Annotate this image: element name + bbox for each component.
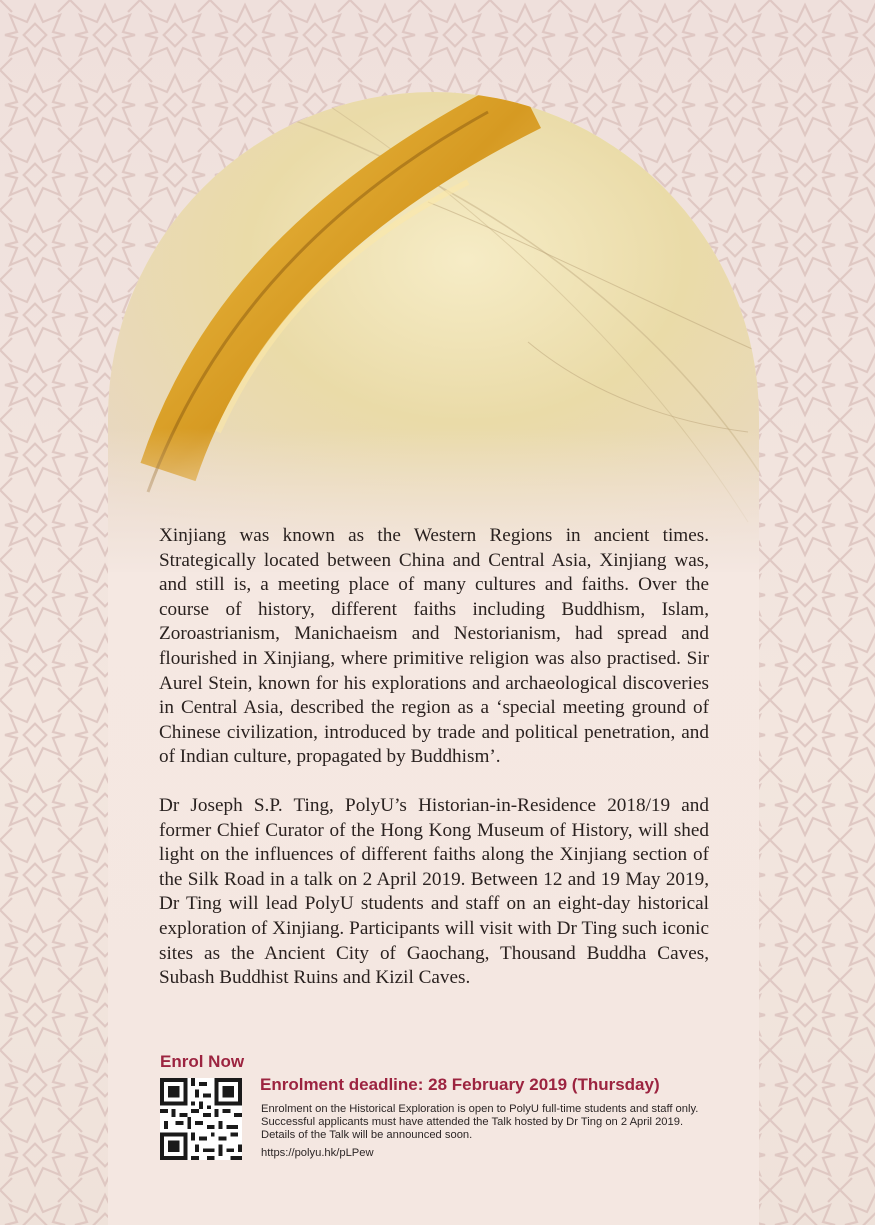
body-text bbox=[159, 524, 709, 1015]
detail-line: Enrolment on the Historical Exploration is open to PolyU full-time students and staff only. bbox=[261, 1103, 699, 1115]
qr-code-icon[interactable] bbox=[160, 1078, 242, 1160]
enrol-now-heading: Enrol Now bbox=[160, 1052, 245, 1071]
detail-line: Details of the Talk will be announced soon. bbox=[261, 1129, 473, 1142]
intro-paragraph: Xinjiang was known as the Western Regions in ancient times. Strategically located between China and Central Asia, Xinjiang was, and still is, a meeting place of many cultures and faiths. Over the course of history, different faiths including Buddhism, Islam, Zoroastrianism, Manichaeism and Nestorianism, had spread and flourished in Xinjiang, where primitive religion was also practised. Sir Aurel Stein, known for his explorations and archaeological discoveries in Central Asia, described the region as a ‘special meeting ground of Chinese civilization, introduced by trade and political penetration, and of Indian culture, propagated by Buddhism’. bbox=[159, 525, 709, 768]
enrolment-link[interactable]: https://polyu.hk/pLPew bbox=[261, 1147, 374, 1159]
enrolment-deadline: Enrolment deadline: 28 February 2019 (Thursday) bbox=[260, 1075, 660, 1094]
detail-line: Successful applicants must have attended the Talk hosted by Dr Ting on 2 April 2019. bbox=[261, 1116, 684, 1129]
talk-paragraph: Dr Joseph S.P. Ting, PolyU’s Historian-in-Residence 2018/19 and former Chief Curator of the Hong Kong Museum of History, will shed light on the influences of different faiths along the Xinjiang section of the Silk Road in a talk on 2 April 2019. Between 12 and 19 May 2019, Dr Ting will lead PolyU students and staff on an eight-day historical exploration of Xinjiang. Participants will visit with Dr Ting such iconic sites as the Ancient City of Gaochang, Thousand Buddha Caves, Subash Buddhist Ruins and Kizil Caves. bbox=[159, 794, 709, 989]
enrolment-details bbox=[261, 1103, 741, 1143]
globe-image bbox=[108, 92, 759, 572]
